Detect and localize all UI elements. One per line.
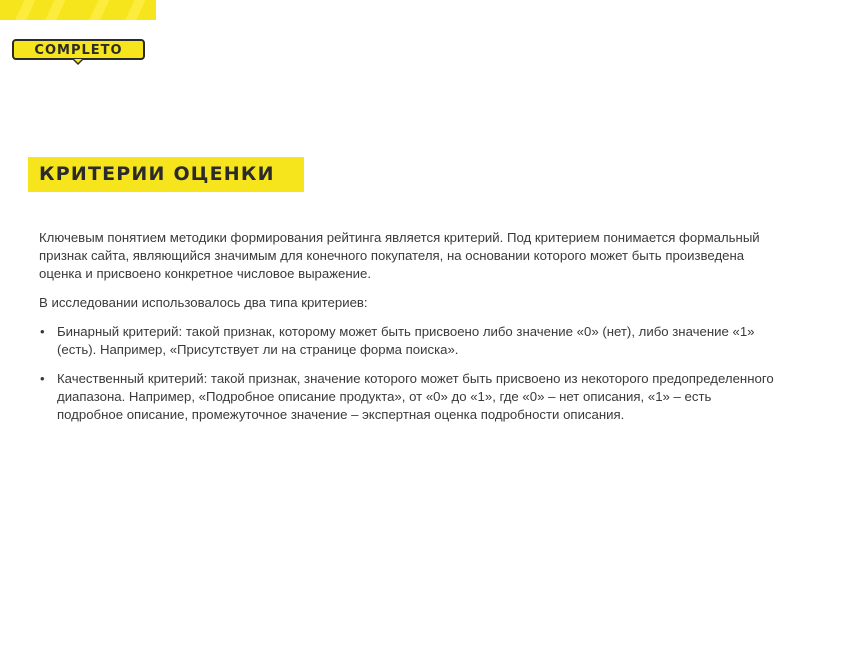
list-item <box>39 370 779 424</box>
slide-title: КРИТЕРИИ ОЦЕНКИ <box>39 163 275 185</box>
list-item-text: Качественный критерий: такой признак, значение которого может быть присвоено из некоторого предопределенного диапазона. Например, «Подробное описание продукта», от «0» до «1», где «0» – нет описания, «1» – есть подробное описание, промежуточное значение – экспертная оценка подробности описания. <box>57 371 774 422</box>
logo-badge <box>12 39 145 65</box>
slide-body <box>39 229 779 435</box>
top-accent-banner <box>0 0 156 20</box>
list-item <box>39 323 779 359</box>
list-item-text: Бинарный критерий: такой признак, которому может быть присвоено либо значение «0» (нет), либо значение «1» (есть). Например, «Присутствует ли на странице форма поиска». <box>57 324 755 357</box>
completo-logo <box>12 39 145 65</box>
criteria-list <box>39 323 779 424</box>
intro-paragraph: Ключевым понятием методики формирования рейтинга является критерий. Под критерием понимается формальный признак сайта, являющийся значимым для конечного покупателя, на основании которого может быть произведена оценка и присвоено конкретное числовое выражение. <box>39 230 760 281</box>
bullet-marker: • <box>40 324 45 339</box>
logo-text: COMPLETO <box>34 43 123 58</box>
title-highlight <box>28 157 304 192</box>
bullet-marker: • <box>40 371 45 386</box>
types-paragraph: В исследовании использовалось два типа критериев: <box>39 295 368 310</box>
